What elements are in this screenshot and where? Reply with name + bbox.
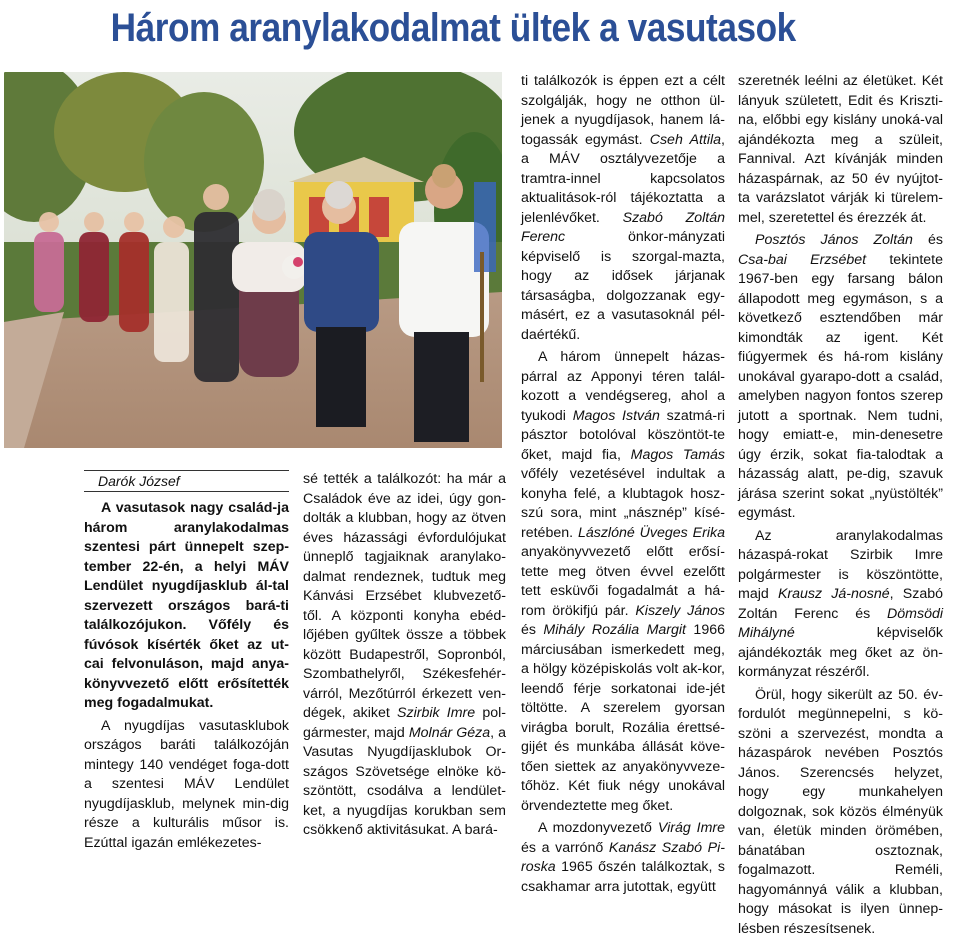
person-name: Molnár Géza xyxy=(409,725,490,741)
person-name: Lászlóné Üveges Erika xyxy=(578,525,725,541)
person-name: Csa-bai Erzsébet xyxy=(738,252,866,268)
body-paragraph: ti találkozók is éppen ezt a célt szolgálják, hogy ne otthon ül-jenek a nyugdíjasok, hanem lá-togassák egymást. Cseh Attila, a MÁV osztályvezetője a tramtra-innel kapcsolatos aktualitások-ról tájékoztatta a jelenlévőket. Szabó Zoltán Ferenc önkor-mányzati képviselő is szorgal-mazta, hogy az idősek járjanak társaságba, dolgozzanak egy-másért, ez a vasutasoknál pél-daértékű. xyxy=(521,72,725,345)
person-name: Kiszely János xyxy=(635,603,725,619)
person-name: Mihály Rozália Margit xyxy=(543,622,686,638)
person-name: Virág Imre xyxy=(658,820,725,836)
body-paragraph: Örül, hogy sikerült az 50. év-fordulót megünnepelni, s kö-szöni a szervezést, mondta a házaspárok nevében Posztós János. Szerencsés helyzet, hogy egy munkahelyen dolgoznak, sok közös élményük van, életük minden örömében, bánatában osztoznak, fogalmazott. Reméli, hagyománnyá válik a klubban, hogy másokat is ilyen ünnep-lésben részesítsenek. xyxy=(738,686,943,939)
person-name: Szirbik Imre xyxy=(397,705,475,721)
person-name: Dömsödi Mihályné xyxy=(738,606,943,642)
person-name: Magos Tamás xyxy=(631,447,725,463)
article-headline: Három aranylakodalmat ültek a vasutasok xyxy=(0,2,906,54)
body-paragraph: A három ünnepelt házas-párral az Apponyi téren talál-kozott a vendégsereg, ahol a tyukodi Magos István szatmá-ri pásztor botolóval köszöntöt-te őket, majd fia, Magos Tamás vőfély vezetésével indultak a konyha felé, a klubtagok hosz-szú sora, mint „násznép” kísé-retében. Lászlóné Üveges Erika anyakönyvvezető előtt erősí-tette meg ötven évvel ezelőtt tett esküvői fogadalmát a há-rom örökifjú pár. Kiszely János és Mihály Rozália Margit 1966 márciusában ismerkedett meg, a hölgy középiskolás volt ak-kor, leendő férje sorkatonai ide-jét töltötte. A szerelem gyorsan virágba borult, Rozália érettsé-gijét és munkába állását köve-tően siettek az anyakönyvveze-tőhöz. Két fiuk négy unokával örvendeztette meg őket. xyxy=(521,348,725,816)
column-4 xyxy=(738,72,943,939)
person-name: Kanász Szabó Pi-roska xyxy=(521,840,725,876)
body-paragraph: szeretnék leélni az életüket. Két lányuk született, Edit és Kriszti-na, előbbi egy kislány unoká-val ajándékozta meg a szüleit, Fannival. Azt kívánják minden házaspárnak, az 50 év nyújtot-ta varázslatot várják ki türelem-mel, szeretettel és érezzék át. xyxy=(738,72,943,228)
body-paragraph: sé tették a találkozót: ha már a Családok éve az idei, úgy gon-dolták a klubban, hogy az ötven éves házassági évfordulójukat ünneplő tagjaiknak aranylako-dalmat rendeznek, tudtuk meg Kánvási Erzsébet klubvezető-től. A központi konyha ebéd-lőjében gyűltek össze a többek között Budapestről, Sopronból, Szombathelyről, Székesfehér-várról, Mezőtúrról érkezett ven-dégek, akiket Szirbik Imre pol-gármester, majd Molnár Géza, a Vasutas Nyugdíjasklubok Or-szágos Szövetsége elnöke kö-szöntött, csodálva a lendület-ket, a nyugdíjas korukban sem csökkenő aktivitásukat. A bará- xyxy=(303,470,506,841)
body-paragraph: A mozdonyvezető Virág Imre és a varrónő Kanász Szabó Pi-roska 1965 őszén találkoztak, s csakhamar arra jutottak, együtt xyxy=(521,819,725,897)
lead-paragraph: A vasutasok nagy család-ja három aranylakodalmas szentesi párt ünnepelt szep-tember 22-én, a helyi MÁV Lendület nyugdíjasklub ál-tal szervezett országos bará-ti találkozójukon. Vőfély és fúvósok kísérték őket az ut-cai felvonuláson, majd anya-könyvvezető előtt erősítették meg fogadalmukat. xyxy=(84,499,289,714)
person-name: Cseh Attila xyxy=(650,132,721,148)
body-paragraph: A nyugdíjas vasutasklubok országos baráti találkozóján mintegy 140 vendéget foga-dott a szentesi MÁV Lendület nyugdíjasklub, melynek min-dig része a kulturális műsor is. Ezúttal igazán emlékezetes- xyxy=(84,717,289,854)
column-1 xyxy=(84,470,289,853)
person-name: Posztós János Zoltán xyxy=(755,232,913,248)
byline: Darók József xyxy=(84,470,289,492)
person-name: Krausz Já-nosné xyxy=(778,586,890,602)
wedding-procession-photo xyxy=(4,72,502,448)
body-paragraph: Az aranylakodalmas házaspá-rokat Szirbik Imre polgármester is köszöntötte, majd Krausz Já-nosné, Szabó Zoltán Ferenc és Dömsödi Mihályné képviselők ajándékozták meg őket az ön-kormányzat részéről. xyxy=(738,527,943,683)
person-name: Szabó Zoltán Ferenc xyxy=(521,210,725,246)
article-photo xyxy=(4,72,502,448)
person-name: Magos István xyxy=(573,408,660,424)
column-3 xyxy=(521,72,725,897)
body-paragraph: Posztós János Zoltán és Csa-bai Erzsébet tekintete 1967-ben egy farsang bálon állapodott meg egymáson, s a következő esztendőben már kimondták az igent. Két fiúgyermek és há-rom kislány unokával gyarapo-dott a család, amelyben nagyon fontos szerep jutott a sportnak. Nem tudni, hogy emiatt-e, min-denesetre úgy érzik, sokat fia-talodtak a házasság alatt, pe-dig, szavuk járása szerint sokat „nyüstölték” egymást. xyxy=(738,231,943,524)
column-2 xyxy=(303,470,506,841)
